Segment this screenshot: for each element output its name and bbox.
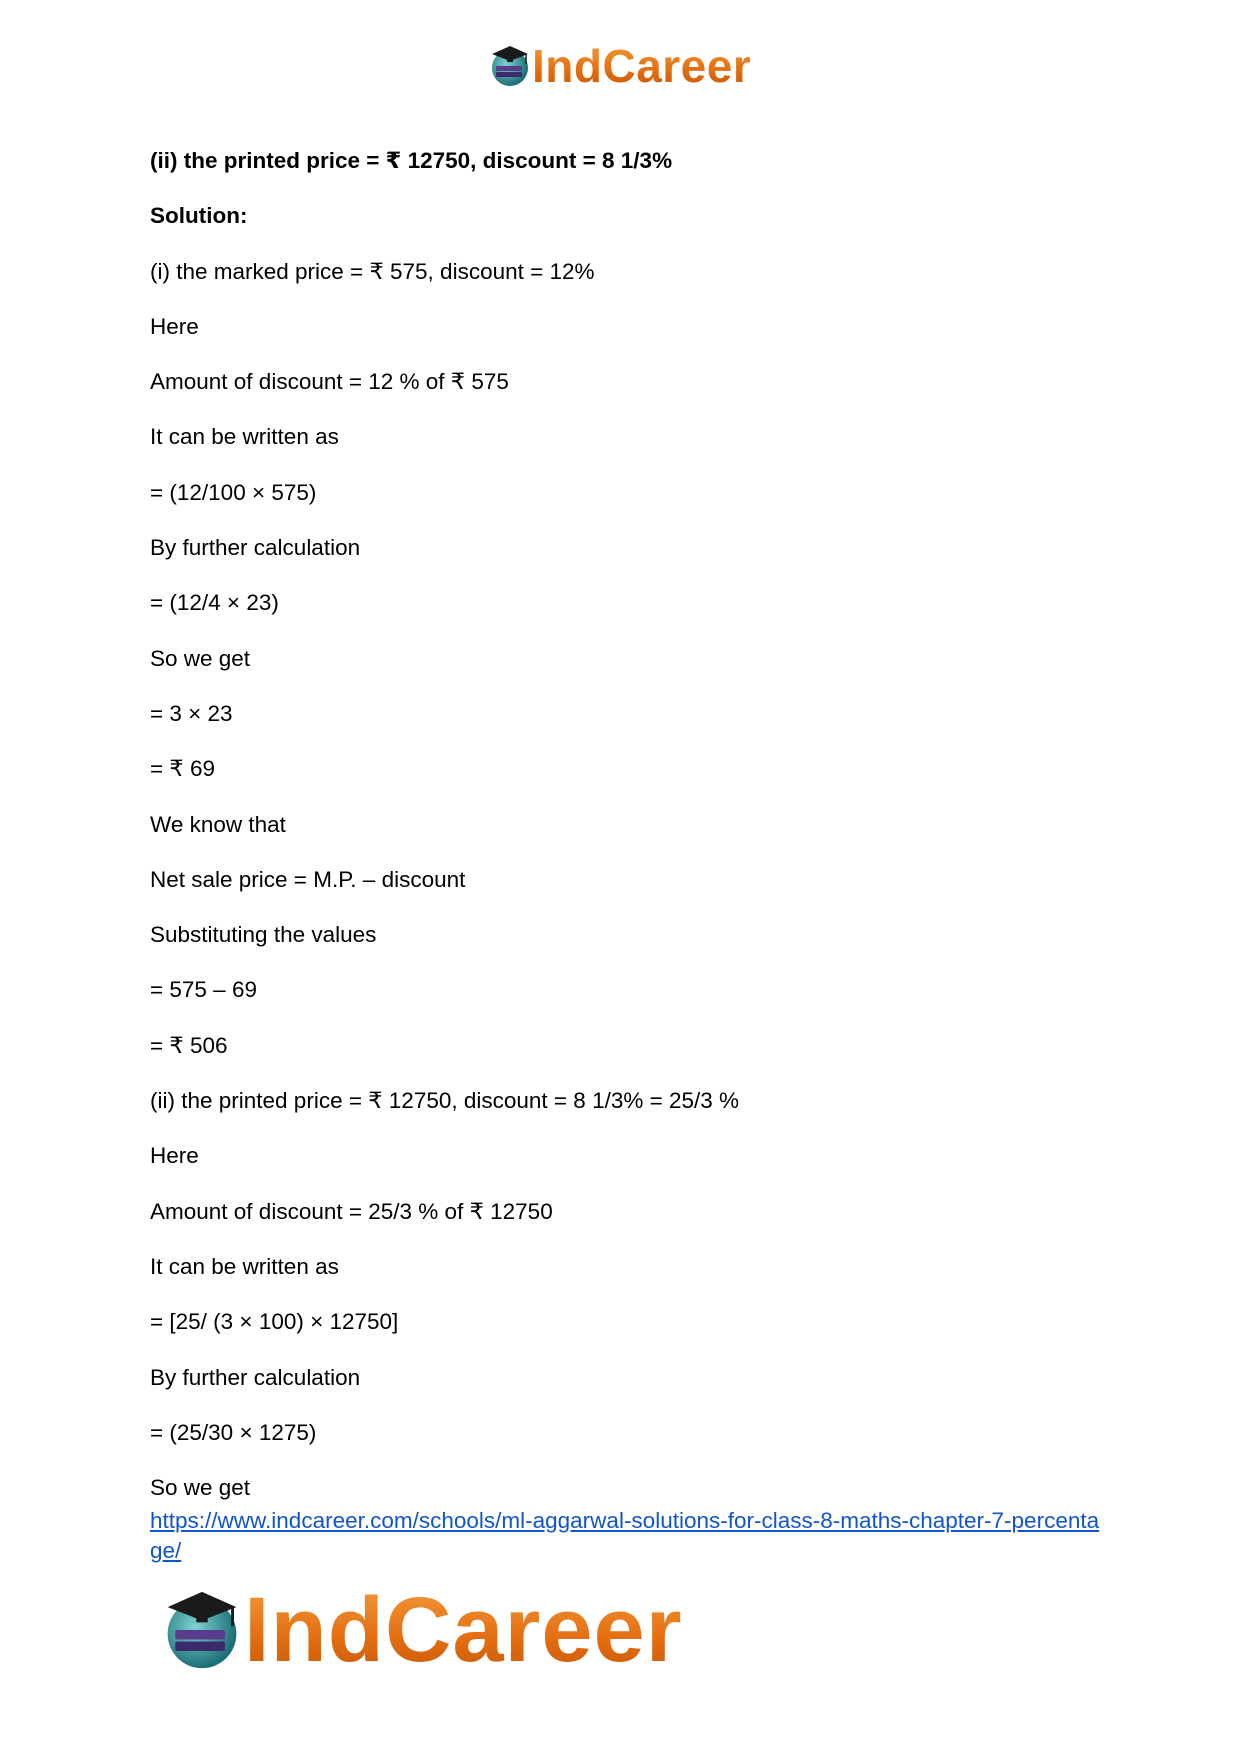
equation-line: = (25/30 × 1275) xyxy=(150,1419,317,1445)
text-line: It can be written as xyxy=(150,1253,339,1279)
question-heading: (ii) the printed price = ₹ 12750, discount = 8 1/3% xyxy=(150,148,673,173)
equation-line: = (12/4 × 23) xyxy=(150,590,279,616)
equation-line: = [25/ (3 × 100) × 12750] xyxy=(150,1309,399,1335)
text-line: By further calculation xyxy=(150,1364,361,1390)
text-line: Amount of discount = 12 % of ₹ 575 xyxy=(150,369,509,395)
text-line: By further calculation xyxy=(150,535,361,561)
text-line: It can be written as xyxy=(150,424,339,450)
source-url-link[interactable]: https://www.indcareer.com/schools/ml-aggarwal-solutions-for-class-8-maths-chapter-7-percentage/ xyxy=(150,1508,1100,1563)
text-line: So we get xyxy=(150,1475,251,1501)
text-line: Here xyxy=(150,1143,199,1169)
graduation-cap-globe-icon xyxy=(488,44,532,88)
text-line: Substituting the values xyxy=(150,922,377,948)
equation-line: = 575 – 69 xyxy=(150,977,257,1003)
text-line: Net sale price = M.P. – discount xyxy=(150,866,466,892)
solution-label: Solution: xyxy=(150,203,248,229)
text-line: Amount of discount = 25/3 % of ₹ 12750 xyxy=(150,1198,553,1224)
equation-line: = (12/100 × 575) xyxy=(150,479,317,505)
solution-content xyxy=(150,146,1110,1528)
graduation-cap-globe-icon xyxy=(160,1588,244,1672)
text-line: We know that xyxy=(150,811,286,837)
equation-line: = ₹ 69 xyxy=(150,756,215,782)
indcareer-logo-footer xyxy=(160,1579,683,1681)
text-line: Here xyxy=(150,313,199,339)
equation-line: = ₹ 506 xyxy=(150,1032,228,1058)
indcareer-logo-header xyxy=(488,42,751,90)
text-line: (ii) the printed price = ₹ 12750, discount = 8 1/3% = 25/3 % xyxy=(150,1088,740,1114)
logo-text: IndCareer xyxy=(532,40,752,92)
text-line: (i) the marked price = ₹ 575, discount = 12% xyxy=(150,258,595,284)
text-line: So we get xyxy=(150,645,251,671)
equation-line: = 3 × 23 xyxy=(150,700,233,726)
logo-text: IndCareer xyxy=(244,1579,683,1681)
